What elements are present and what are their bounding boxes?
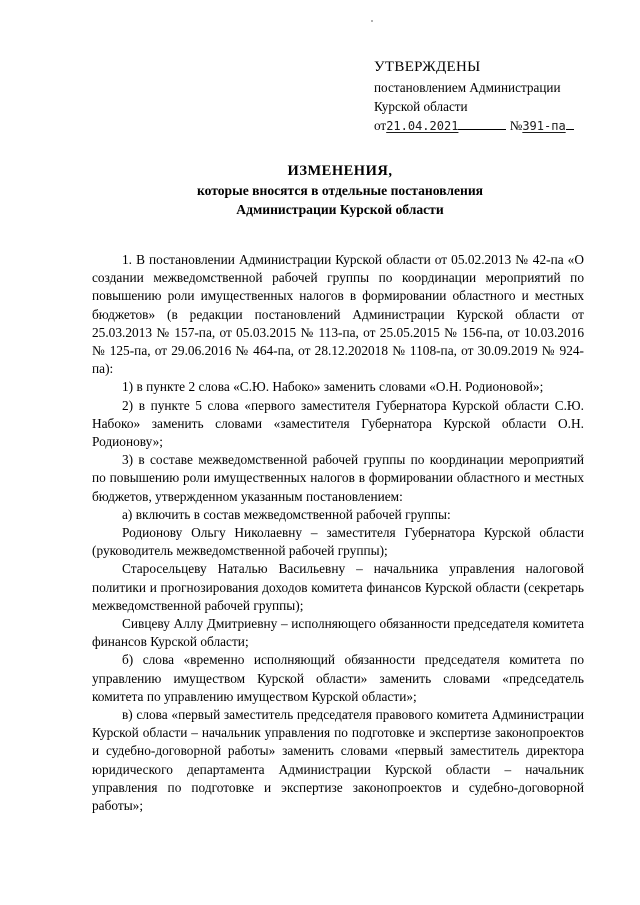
approval-date-number xyxy=(374,116,604,136)
member-sivtseva: Сивцеву Аллу Дмитриевну – исполняющего обязанности председателя комитета финансов Курской области; xyxy=(92,616,584,650)
heading-title: ИЗМЕНЕНИЯ, xyxy=(287,163,393,179)
document-body xyxy=(92,251,584,815)
approval-title: УТВЕРЖДЕНЫ xyxy=(374,59,481,75)
approval-decree-line: постановлением Администрации xyxy=(374,80,561,95)
member-staroseltseva: Старосельцеву Наталью Васильевну – начальника управления налоговой политики и прогнозирования доходов комитета финансов Курской области (секретарь межведомственной рабочей группы); xyxy=(92,561,584,613)
number-underline xyxy=(566,117,574,130)
paragraph-item-2: 2) в пункте 5 слова «первого заместителя Губернатора Курской области С.Ю. Набоко» заменить словами «заместителя Губернатора Курской области О.Н. Родионову»; xyxy=(92,397,584,450)
paragraph-item-3: 3) в составе межведомственной рабочей группы по координации мероприятий по повышению роли имущественных налогов в формировании областного и местных бюджетов, утвержденном указанным постановлением: xyxy=(92,452,584,504)
paragraph-item-1: 1) в пункте 2 слова «С.Ю. Набоко» заменить словами «О.Н. Родионовой»; xyxy=(122,379,544,395)
paragraph-1: 1. В постановлении Администрации Курской области от 05.02.2013 № 42-па «О создании межведомственной рабочей группы по координации мероприятий по повышению роли имущественных налогов в формировании областного и местных бюджетов» (в редакции постановлений Администрации Курской области от 25.03.2013 № 157-па, от 05.03.2015 № 113-па, от 25.05.2015 № 156-па, от 10.03.2016 № 125-па, от 29.06.2016 № 464-па, от 28.12.202018 № 1108-па, от 30.09.2019 № 924-па): xyxy=(92,252,584,377)
document-heading xyxy=(80,162,600,219)
heading-line-2: которые вносятся в отдельные постановления xyxy=(196,183,484,198)
approval-stamp xyxy=(374,58,604,136)
member-rodionova: Родионову Ольгу Николаевну – заместителя Губернатора Курской области (руководитель межведомственной рабочей группы); xyxy=(92,525,584,559)
scan-speck xyxy=(371,20,373,22)
paragraph-sub-b: б) слова «временно исполняющий обязанности председателя комитета по управлению имуществом Курской области» заменить словами «председатель комитета по управлению имуществом Курской области»; xyxy=(92,652,584,704)
decree-number: 391-па xyxy=(522,119,566,133)
number-prefix: № xyxy=(509,118,523,133)
date-underline xyxy=(458,117,506,130)
paragraph-sub-a: а) включить в состав межведомственной рабочей группы: xyxy=(122,506,451,522)
approval-region-line: Курской области xyxy=(374,99,468,114)
date-prefix: от xyxy=(374,118,387,133)
heading-line-3: Администрации Курской области xyxy=(236,202,444,217)
paragraph-sub-v: в) слова «первый заместитель председателя правового комитета Администрации Курской области – начальник управления по подготовке и экспертизе законопроектов и судебно-договорной работы» заменить словами «первый заместитель директора юридического департамента Администрации Курской области – начальник управления по подготовке и экспертизе законопроектов и судебно-договорной работы»; xyxy=(92,707,584,814)
decree-date: 21.04.2021 xyxy=(386,119,459,133)
